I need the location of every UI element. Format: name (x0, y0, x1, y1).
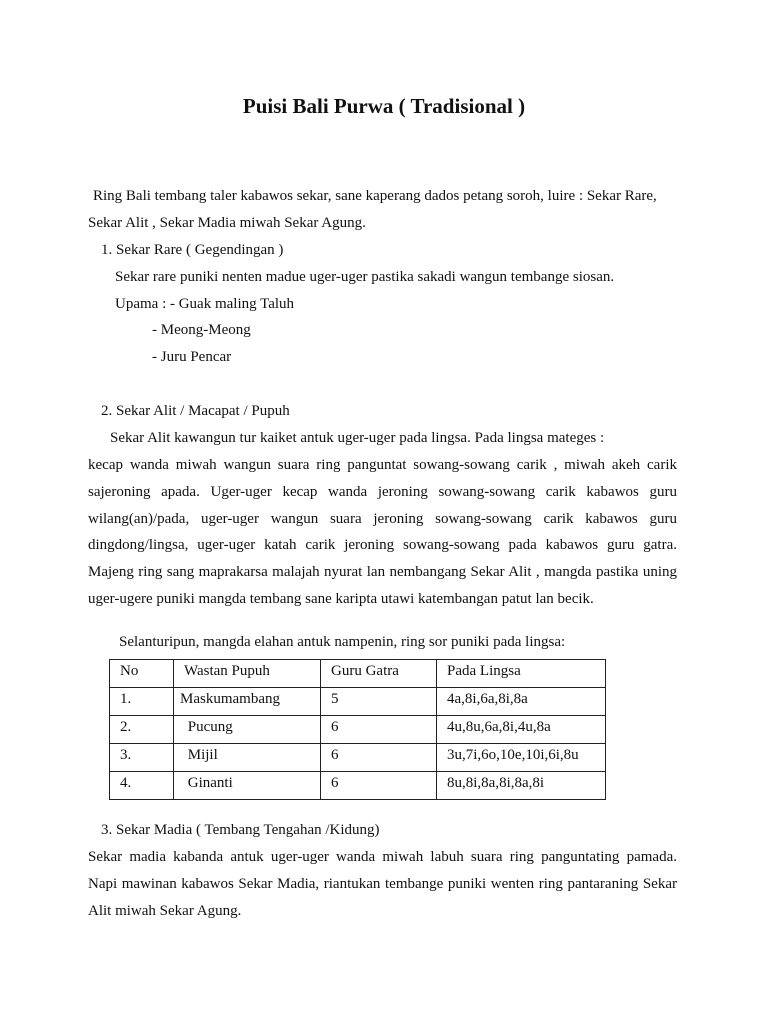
section-1-description: Sekar rare puniki nenten madue uger-uger pastika sakadi wangun tembange siosan. (115, 269, 615, 285)
section-2-paragraph-line-7: uger-ugere puniki mangda tembang sane karipta utawi katembangan patut lan becik. (88, 591, 594, 607)
cell-pada-lingsa: 4a,8i,6a,8i,8a (437, 688, 606, 716)
cell-no: 2. (110, 716, 174, 744)
section-1-heading: 1. Sekar Rare ( Gegendingan ) (101, 242, 284, 258)
table-row (110, 772, 606, 800)
section-2-paragraph-line-6: Majeng ring sang maprakarsa malajah nyurat lan nembangang Sekar Alit , mangda pastika uning (88, 564, 677, 580)
table-intro: Selanturipun, mangda elahan antuk nampenin, ring sor puniki pada lingsa: (119, 634, 566, 650)
cell-pada-lingsa: 3u,7i,6o,10e,10i,6i,8u (437, 744, 606, 772)
pupuh-table (109, 659, 606, 800)
cell-pada-lingsa: 8u,8i,8a,8i,8a,8i (437, 772, 606, 800)
cell-wastan-pupuh: Maskumambang (174, 688, 321, 716)
section-1-example-2: - Meong-Meong (152, 322, 251, 338)
page-title: Puisi Bali Purwa ( Tradisional ) (242, 94, 526, 118)
cell-no: 3. (110, 744, 174, 772)
section-2-paragraph-line-3: sajeroning apada. Uger-uger kecap wanda jeroning sowang-sowang carik kabawos guru (88, 484, 677, 500)
header-no: No (110, 660, 174, 688)
section-2-paragraph-line-4: wilang(an)/pada, uger-uger wangun suara jeroning sowang-sowang carik kabawos guru (88, 511, 677, 527)
cell-guru-gatra: 6 (321, 716, 437, 744)
section-1-example-1: Upama : - Guak maling Taluh (115, 296, 295, 312)
intro-line-1: Ring Bali tembang taler kabawos sekar, sane kaperang dados petang soroh, luire : Sekar Rare, (93, 188, 657, 204)
table-row (110, 716, 606, 744)
cell-guru-gatra: 6 (321, 772, 437, 800)
cell-wastan-pupuh: Mijil (174, 744, 321, 772)
section-1-example-3: - Juru Pencar (152, 349, 232, 365)
table-row (110, 744, 606, 772)
header-guru-gatra: Guru Gatra (321, 660, 437, 688)
header-pada-lingsa: Pada Lingsa (437, 660, 606, 688)
section-3-paragraph-line-1: Sekar madia kabanda antuk uger-uger wanda miwah labuh suara ring panguntating pamada. (88, 849, 677, 865)
cell-wastan-pupuh: Ginanti (174, 772, 321, 800)
cell-no: 4. (110, 772, 174, 800)
cell-pada-lingsa: 4u,8u,6a,8i,4u,8a (437, 716, 606, 744)
cell-guru-gatra: 6 (321, 744, 437, 772)
cell-wastan-pupuh: Pucung (174, 716, 321, 744)
header-wastan-pupuh: Wastan Pupuh (174, 660, 321, 688)
section-2-paragraph-line-2: kecap wanda miwah wangun suara ring panguntat sowang-sowang carik , miwah akeh carik (88, 457, 677, 473)
section-3-heading: 3. Sekar Madia ( Tembang Tengahan /Kidung) (101, 822, 380, 838)
intro-line-2: Sekar Alit , Sekar Madia miwah Sekar Agung. (88, 215, 366, 231)
section-3-paragraph-line-3: Alit miwah Sekar Agung. (88, 903, 242, 919)
table-row (110, 688, 606, 716)
table-header-row (110, 660, 606, 688)
section-2-heading: 2. Sekar Alit / Macapat / Pupuh (101, 403, 290, 419)
cell-guru-gatra: 5 (321, 688, 437, 716)
section-3-paragraph-line-2: Napi mawinan kabawos Sekar Madia, riantukan tembange puniki wenten ring pantaraning Sekar (88, 876, 677, 892)
section-2-paragraph-line-1: Sekar Alit kawangun tur kaiket antuk uger-uger pada lingsa. Pada lingsa mateges : (110, 430, 605, 446)
section-2-paragraph-line-5: dingdong/lingsa, uger-uger katah carik jeroning sowang-sowang pada kabawos guru gatra. (88, 537, 677, 553)
cell-no: 1. (110, 688, 174, 716)
